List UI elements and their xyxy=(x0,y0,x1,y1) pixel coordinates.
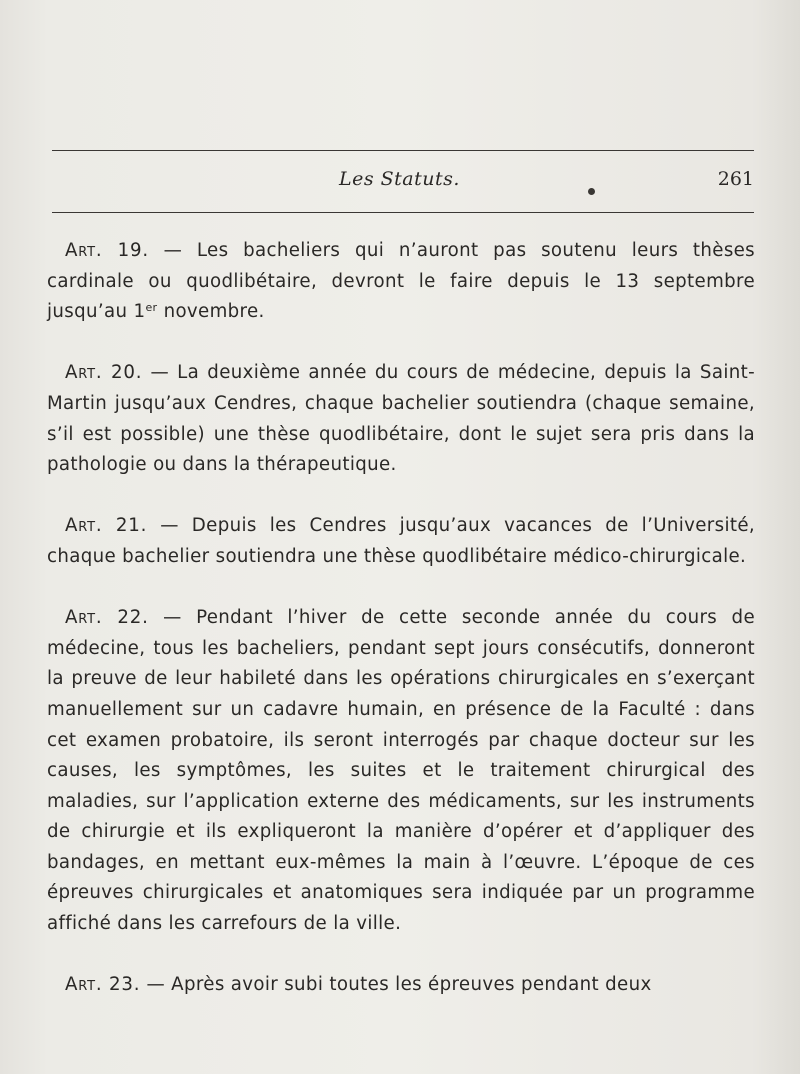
article-text-end: novembre. xyxy=(157,301,265,323)
article-label: Art. 22. xyxy=(65,607,149,629)
article-label: Art. 23. xyxy=(65,974,141,996)
article-23 xyxy=(47,970,755,1001)
article-22 xyxy=(47,603,755,940)
article-text: — La deuxième année du cours de médecine, depuis la Saint-Martin jusqu’aux Cendres, chaque bachelier soutiendra (chaque semaine, s’il est possible) une thèse quodlibétaire, dont le sujet sera pris dans la pathologie ou dans la thérapeutique. xyxy=(47,362,755,476)
running-title: Les Statuts. xyxy=(339,168,460,190)
article-text: — Après avoir subi toutes les épreuves pendant deux xyxy=(140,974,652,996)
article-label: Art. 21. xyxy=(65,515,148,537)
article-label: Art. 19. xyxy=(65,240,149,261)
article-text: — Pendant l’hiver de cette seconde année du cours de médecine, tous les bacheliers, pendant sept jours consécutifs, donneront la preuve de leur habileté dans les opérations chirurgicales en s’exerçant manuellement sur un cadavre humain, en présence de la Faculté : dans cet examen probatoire, ils seront interrogés par chaque docteur sur les causes, les symptômes, les suites et le traitement chirurgical des maladies, sur l’application externe des médicaments, sur les instruments de chirurgie et ils expliqueront la manière d’opérer et d’appliquer des bandages, en mettant eux-mêmes la main à l’œuvre. L’époque de ces épreuves chirurgicales et anatomiques sera indiquée par un programme affiché dans les carrefours de la ville. xyxy=(47,607,755,935)
article-21 xyxy=(47,511,755,572)
article-text: — Depuis les Cendres jusqu’aux vacances de l’Université, chaque bachelier soutiendra une thèse quodlibétaire médico-chirurgicale. xyxy=(47,515,756,567)
header-rule-bottom xyxy=(52,212,754,213)
running-head xyxy=(52,168,754,196)
article-text: — Les bacheliers qui n’auront pas soutenu leurs thèses cardinale ou quodlibétaire, devront le faire depuis le 13 septembre jusqu’au 1 xyxy=(47,240,756,323)
page-number: 261 xyxy=(717,168,754,190)
article-19 xyxy=(47,236,755,328)
header-rule-top xyxy=(52,150,754,151)
article-20 xyxy=(47,358,755,480)
ink-speck xyxy=(588,188,595,195)
body-text xyxy=(47,236,755,1031)
article-label: Art. 20. xyxy=(65,362,143,384)
superscript: er xyxy=(145,301,158,315)
